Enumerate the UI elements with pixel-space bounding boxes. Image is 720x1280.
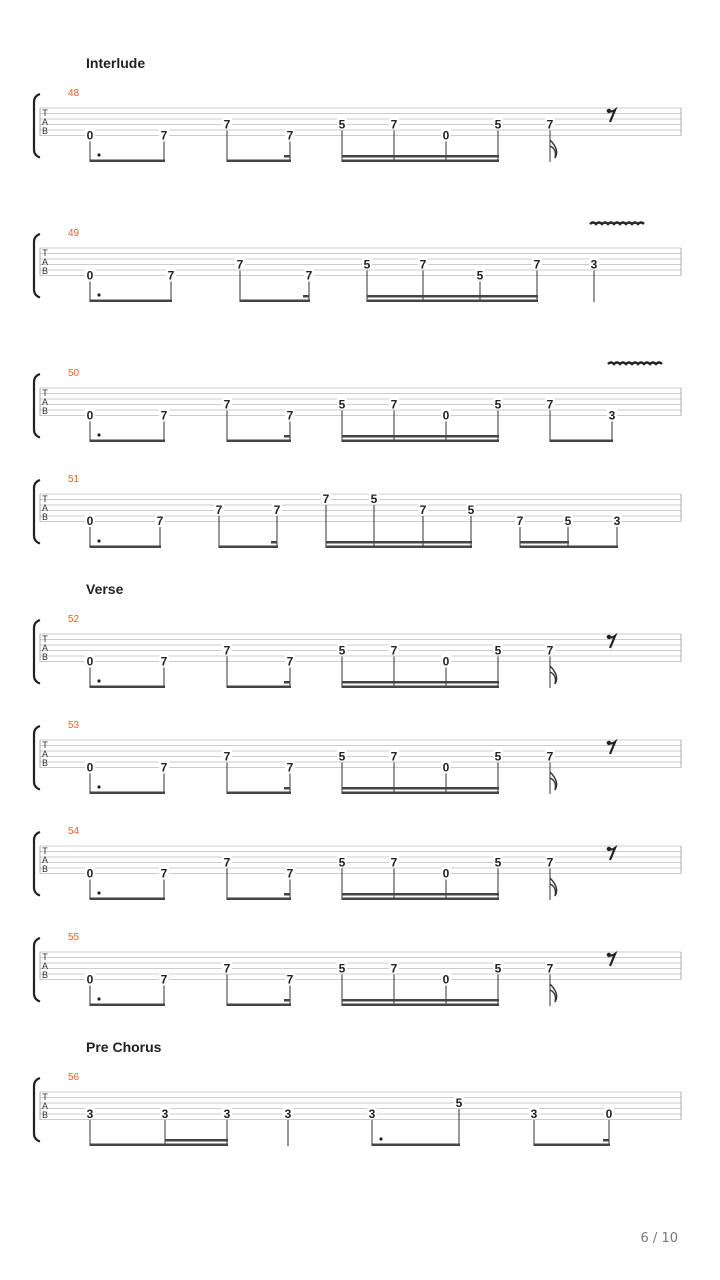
measure-number: 51	[68, 474, 80, 485]
eighth-rest-dot	[607, 847, 611, 851]
fret-number: 7	[286, 760, 294, 775]
fret-number: 5	[494, 749, 502, 764]
dot	[97, 891, 100, 894]
beam	[90, 440, 165, 443]
fret-number: 5	[494, 643, 502, 658]
dot	[379, 1137, 382, 1140]
system-bracket	[34, 234, 40, 298]
fret-number: 7	[546, 117, 554, 132]
fret-number: 7	[223, 397, 231, 412]
beam	[90, 686, 165, 689]
partial-beam	[284, 435, 290, 438]
beam	[227, 160, 291, 163]
tab-clef-letter: T	[42, 846, 48, 856]
beam	[342, 686, 499, 689]
fret-number: 5	[467, 503, 475, 517]
fret-number: 5	[338, 643, 346, 658]
fret-number: 5	[455, 1096, 463, 1110]
fret-number: 7	[390, 961, 398, 976]
fret-number: 7	[223, 855, 231, 870]
fret-number: 7	[419, 257, 427, 272]
tab-clef-letter: B	[41, 652, 49, 662]
fret-number: 3	[161, 1107, 169, 1121]
beam	[227, 440, 291, 443]
tab-staff	[0, 364, 720, 454]
tab-clef-letter: A	[41, 257, 49, 267]
measure-number: 56	[68, 1072, 80, 1083]
beam	[227, 1004, 291, 1007]
beam	[326, 541, 472, 544]
fret-number: 7	[546, 643, 554, 658]
fret-number: 3	[590, 257, 598, 272]
fret-number: 0	[86, 268, 94, 283]
fret-number: 7	[160, 128, 168, 143]
fret-number: 7	[286, 128, 294, 143]
tab-clef-letter: A	[41, 397, 49, 407]
measure-number: 54	[68, 826, 80, 837]
tab-system	[0, 84, 720, 174]
beam	[240, 300, 310, 303]
fret-number: 7	[286, 408, 294, 423]
tab-staff	[0, 1068, 720, 1158]
fret-number: 7	[273, 503, 281, 517]
fret-number: 7	[419, 503, 427, 517]
eighth-rest-dot	[607, 953, 611, 957]
fret-number: 7	[223, 117, 231, 132]
fret-number: 7	[236, 257, 244, 272]
dot	[97, 293, 100, 296]
beam	[326, 546, 472, 549]
tab-staff	[0, 928, 720, 1018]
fret-number: 5	[370, 492, 378, 506]
tab-clef-letter: A	[41, 117, 49, 127]
partial-beam	[284, 893, 290, 896]
fret-number: 7	[390, 117, 398, 132]
tab-clef-letter: B	[41, 266, 49, 276]
tab-clef-letter: A	[41, 1101, 49, 1111]
tab-staff	[0, 822, 720, 912]
beam	[342, 440, 499, 443]
beam	[342, 999, 499, 1002]
note-flag	[550, 140, 557, 158]
eighth-rest-dot	[607, 635, 611, 639]
system-bracket	[34, 1078, 40, 1142]
fret-number: 0	[86, 972, 94, 987]
fret-number: 7	[390, 397, 398, 412]
eighth-rest-dot	[607, 741, 611, 745]
partial-beam	[284, 999, 290, 1002]
fret-number: 0	[442, 760, 450, 775]
fret-number: 7	[167, 268, 175, 283]
fret-number: 5	[564, 514, 572, 528]
tab-clef-letter: B	[41, 970, 49, 980]
fret-number: 0	[442, 128, 450, 143]
beam	[90, 546, 161, 549]
fret-number: 7	[546, 855, 554, 870]
measure-number: 49	[68, 228, 80, 239]
tab-clef-letter: A	[41, 643, 49, 653]
fret-number: 0	[442, 408, 450, 423]
fret-number: 7	[160, 408, 168, 423]
fret-number: 7	[286, 654, 294, 669]
fret-number: 7	[160, 654, 168, 669]
dot	[97, 679, 100, 682]
tab-system	[0, 822, 720, 912]
beam	[342, 792, 499, 795]
tab-clef-letter: A	[41, 503, 49, 513]
tab-clef-letter: T	[42, 108, 48, 118]
fret-number: 3	[368, 1107, 376, 1121]
fret-number: 5	[476, 268, 484, 283]
beam	[219, 546, 278, 549]
fret-number: 0	[86, 866, 94, 881]
vibrato-mark	[590, 223, 644, 225]
fret-number: 3	[608, 408, 616, 423]
system-bracket	[34, 938, 40, 1002]
fret-number: 5	[494, 961, 502, 976]
fret-number: 5	[363, 257, 371, 272]
beam	[90, 898, 165, 901]
tab-clef-letter: T	[42, 494, 48, 504]
tab-system	[0, 224, 720, 314]
beam	[90, 160, 165, 163]
dot	[97, 785, 100, 788]
fret-number: 3	[223, 1107, 231, 1121]
tab-clef-letter: A	[41, 961, 49, 971]
measure-number: 55	[68, 932, 80, 943]
fret-number: 3	[86, 1107, 94, 1121]
fret-number: 3	[530, 1107, 538, 1121]
fret-number: 0	[442, 866, 450, 881]
section-title: Interlude	[86, 55, 146, 71]
tab-system	[0, 364, 720, 454]
beam	[165, 1144, 228, 1147]
fret-number: 5	[494, 117, 502, 132]
measure-number: 53	[68, 720, 80, 731]
beam	[342, 681, 499, 684]
fret-number: 0	[86, 514, 94, 528]
fret-number: 7	[160, 972, 168, 987]
fret-number: 0	[86, 760, 94, 775]
tab-system	[0, 610, 720, 700]
tab-staff	[0, 716, 720, 806]
tab-staff	[0, 84, 720, 174]
beam	[520, 541, 569, 544]
tab-clef-letter: T	[42, 388, 48, 398]
fret-number: 7	[223, 749, 231, 764]
fret-number: 5	[338, 749, 346, 764]
partial-beam	[271, 541, 277, 544]
section-title: Pre Chorus	[86, 1039, 162, 1055]
fret-number: 0	[86, 654, 94, 669]
page-number: 6 / 10	[640, 1231, 678, 1246]
fret-number: 7	[156, 514, 164, 528]
dot	[97, 539, 100, 542]
fret-number: 7	[160, 760, 168, 775]
partial-beam	[603, 1139, 609, 1142]
beam	[520, 546, 569, 549]
system-bracket	[34, 726, 40, 790]
beam	[90, 300, 172, 303]
measure-number: 52	[68, 614, 80, 625]
tab-clef-letter: T	[42, 1092, 48, 1102]
fret-number: 5	[494, 397, 502, 412]
beam	[342, 893, 499, 896]
system-bracket	[34, 94, 40, 158]
tab-clef-letter: T	[42, 634, 48, 644]
partial-beam	[303, 295, 309, 298]
fret-number: 5	[338, 961, 346, 976]
fret-number: 0	[86, 408, 94, 423]
note-flag	[550, 666, 557, 684]
tab-clef-letter: B	[41, 406, 49, 416]
fret-number: 7	[516, 514, 524, 528]
fret-number: 7	[390, 749, 398, 764]
fret-number: 7	[305, 268, 313, 283]
fret-number: 7	[390, 643, 398, 658]
fret-number: 7	[322, 492, 330, 506]
fret-number: 7	[223, 643, 231, 658]
fret-number: 0	[442, 654, 450, 669]
beam	[534, 1144, 610, 1147]
beam	[342, 155, 499, 158]
beam	[90, 1004, 165, 1007]
beam	[342, 898, 499, 901]
fret-number: 7	[215, 503, 223, 517]
beam	[342, 435, 499, 438]
note-flag	[550, 878, 557, 896]
fret-number: 7	[390, 855, 398, 870]
fret-number: 7	[546, 961, 554, 976]
tab-clef-letter: B	[41, 126, 49, 136]
vibrato-mark	[608, 363, 662, 365]
tab-clef-letter: T	[42, 248, 48, 258]
note-flag	[550, 984, 557, 1002]
tab-clef-letter: B	[41, 864, 49, 874]
partial-beam	[284, 155, 290, 158]
system-bracket	[34, 832, 40, 896]
fret-number: 7	[160, 866, 168, 881]
fret-number: 0	[442, 972, 450, 987]
beam	[550, 440, 613, 443]
tab-clef-letter: T	[42, 740, 48, 750]
beam	[227, 792, 291, 795]
system-bracket	[34, 620, 40, 684]
beam	[342, 160, 499, 163]
fret-number: 7	[286, 866, 294, 881]
eighth-rest-dot	[607, 109, 611, 113]
fret-number: 5	[338, 117, 346, 132]
measure-number: 48	[68, 88, 80, 99]
dot	[97, 433, 100, 436]
tab-clef-letter: B	[41, 1110, 49, 1120]
tab-clef-letter: A	[41, 749, 49, 759]
fret-number: 7	[223, 961, 231, 976]
fret-number: 5	[338, 855, 346, 870]
beam	[568, 546, 618, 549]
beam	[227, 686, 291, 689]
fret-number: 7	[286, 972, 294, 987]
tab-clef-letter: B	[41, 512, 49, 522]
beam	[372, 1144, 460, 1147]
tab-system	[0, 1068, 720, 1158]
measure-number: 50	[68, 368, 80, 379]
fret-number: 0	[605, 1107, 613, 1121]
tab-system	[0, 716, 720, 806]
beam	[165, 1139, 228, 1142]
beam	[90, 792, 165, 795]
dot	[97, 153, 100, 156]
fret-number: 3	[284, 1107, 292, 1121]
fret-number: 5	[338, 397, 346, 412]
beam	[90, 1144, 166, 1147]
beam	[367, 300, 538, 303]
tab-clef-letter: T	[42, 952, 48, 962]
tab-staff	[0, 224, 720, 314]
fret-number: 7	[546, 749, 554, 764]
fret-number: 0	[86, 128, 94, 143]
section-title: Verse	[86, 581, 124, 597]
fret-number: 7	[533, 257, 541, 272]
partial-beam	[284, 787, 290, 790]
beam	[342, 1004, 499, 1007]
tab-system	[0, 470, 720, 560]
dot	[97, 997, 100, 1000]
beam	[367, 295, 538, 298]
beam	[227, 898, 291, 901]
fret-number: 5	[494, 855, 502, 870]
system-bracket	[34, 480, 40, 544]
partial-beam	[284, 681, 290, 684]
tab-staff	[0, 610, 720, 700]
system-bracket	[34, 374, 40, 438]
tab-staff	[0, 470, 720, 560]
fret-number: 3	[613, 514, 621, 528]
beam	[342, 787, 499, 790]
fret-number: 7	[546, 397, 554, 412]
tab-clef-letter: B	[41, 758, 49, 768]
tab-clef-letter: A	[41, 855, 49, 865]
tab-system	[0, 928, 720, 1018]
note-flag	[550, 772, 557, 790]
